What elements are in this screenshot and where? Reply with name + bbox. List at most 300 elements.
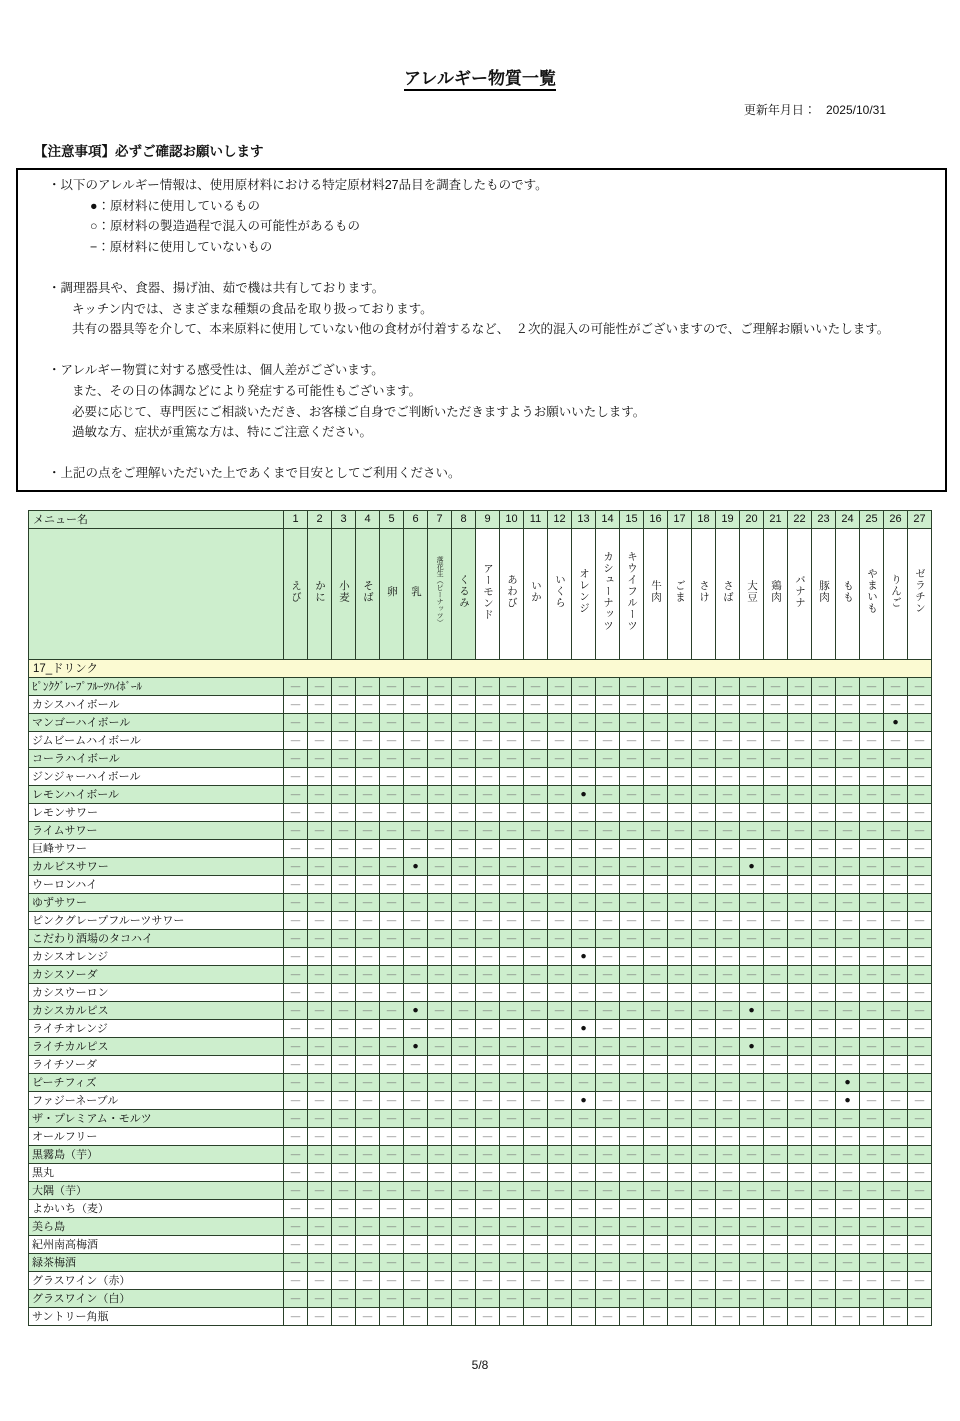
mark-not-used-cell: — (308, 893, 332, 911)
mark-not-used-cell: — (860, 1235, 884, 1253)
mark-not-used-cell: — (668, 839, 692, 857)
mark-not-used-cell: — (476, 1037, 500, 1055)
mark-not-used-cell: — (524, 713, 548, 731)
mark-not-used-cell: — (764, 1199, 788, 1217)
notice-line: ●：原材料に使用しているもの (90, 198, 261, 213)
mark-not-used-cell: — (884, 1001, 908, 1019)
mark-not-used-cell: — (404, 1199, 428, 1217)
mark-not-used-cell: — (308, 947, 332, 965)
mark-not-used-cell: — (356, 1289, 380, 1307)
mark-not-used-cell: — (548, 1271, 572, 1289)
mark-not-used-cell: — (308, 695, 332, 713)
mark-not-used-cell: — (884, 695, 908, 713)
mark-not-used-cell: — (668, 1271, 692, 1289)
allergen-number-header: 13 (572, 510, 596, 528)
mark-not-used-cell: — (836, 803, 860, 821)
mark-not-used-cell: — (308, 767, 332, 785)
mark-not-used-cell: — (476, 767, 500, 785)
mark-not-used-cell: — (620, 1145, 644, 1163)
notice-line: ・上記の点をご理解いただいた上であくまで目安としてご利用ください。 (48, 466, 461, 481)
mark-not-used-cell: — (884, 749, 908, 767)
mark-not-used-cell: — (692, 1145, 716, 1163)
mark-not-used-cell: — (332, 1127, 356, 1145)
table-row (29, 1091, 932, 1109)
menu-name-cell: 美ら島 (29, 1217, 284, 1235)
mark-not-used-cell: — (548, 1019, 572, 1037)
mark-not-used-cell: — (428, 803, 452, 821)
mark-not-used-cell: — (428, 1091, 452, 1109)
mark-not-used-cell: — (836, 677, 860, 695)
mark-not-used-cell: — (644, 1055, 668, 1073)
mark-not-used-cell: — (380, 893, 404, 911)
mark-not-used-cell: — (284, 857, 308, 875)
mark-not-used-cell: — (452, 1091, 476, 1109)
mark-not-used-cell: — (740, 677, 764, 695)
mark-not-used-cell: — (668, 1001, 692, 1019)
mark-not-used-cell: — (548, 1055, 572, 1073)
mark-not-used-cell: — (428, 1073, 452, 1091)
mark-not-used-cell: — (644, 821, 668, 839)
allergen-name-header (308, 528, 332, 659)
allergen-name-vertical: 乳 (410, 586, 422, 598)
mark-not-used-cell: — (596, 929, 620, 947)
mark-not-used-cell: — (860, 911, 884, 929)
mark-not-used-cell: — (380, 929, 404, 947)
mark-not-used-cell: — (860, 1091, 884, 1109)
mark-not-used-cell: — (524, 983, 548, 1001)
allergen-name-vertical: バナナ (794, 574, 806, 609)
mark-not-used-cell: — (500, 785, 524, 803)
notice-line: ・アレルギー物質に対する感受性は、個人差がございます。 (48, 363, 384, 378)
menu-name-cell: グラスワイン（白） (29, 1289, 284, 1307)
mark-not-used-cell: — (428, 965, 452, 983)
mark-not-used-cell: — (620, 947, 644, 965)
allergen-name-vertical: アーモンド (482, 562, 494, 621)
table-row (29, 1199, 932, 1217)
notice-line: ・以下のアレルギー情報は、使用原材料における特定原材料27品目を調査したものです。 (48, 178, 548, 192)
mark-not-used-cell: — (476, 875, 500, 893)
mark-used-cell: ● (572, 1091, 596, 1109)
mark-not-used-cell: — (764, 1055, 788, 1073)
mark-not-used-cell: — (572, 875, 596, 893)
mark-not-used-cell: — (644, 677, 668, 695)
mark-not-used-cell: — (692, 893, 716, 911)
mark-not-used-cell: — (356, 911, 380, 929)
mark-not-used-cell: — (452, 1271, 476, 1289)
mark-not-used-cell: — (860, 857, 884, 875)
mark-not-used-cell: — (764, 1127, 788, 1145)
mark-not-used-cell: — (476, 677, 500, 695)
mark-not-used-cell: — (788, 1253, 812, 1271)
mark-not-used-cell: — (308, 965, 332, 983)
table-row (29, 1145, 932, 1163)
mark-not-used-cell: — (524, 1181, 548, 1199)
mark-not-used-cell: — (476, 1073, 500, 1091)
mark-not-used-cell: — (740, 1199, 764, 1217)
mark-not-used-cell: — (620, 1253, 644, 1271)
mark-not-used-cell: — (356, 929, 380, 947)
mark-not-used-cell: — (620, 1073, 644, 1091)
mark-not-used-cell: — (356, 893, 380, 911)
mark-not-used-cell: — (716, 821, 740, 839)
mark-not-used-cell: — (428, 1217, 452, 1235)
menu-name-cell: レモンサワー (29, 803, 284, 821)
mark-not-used-cell: — (404, 1055, 428, 1073)
mark-not-used-cell: — (332, 767, 356, 785)
mark-not-used-cell: — (716, 695, 740, 713)
mark-not-used-cell: — (332, 929, 356, 947)
allergen-name-vertical: 豚肉 (818, 579, 830, 603)
menu-name-cell: サントリー角瓶 (29, 1307, 284, 1325)
mark-not-used-cell: — (428, 911, 452, 929)
mark-not-used-cell: — (788, 731, 812, 749)
mark-not-used-cell: — (740, 1145, 764, 1163)
mark-not-used-cell: — (332, 965, 356, 983)
allergen-name-header (284, 528, 308, 659)
mark-not-used-cell: — (572, 1307, 596, 1325)
mark-not-used-cell: — (692, 749, 716, 767)
mark-not-used-cell: — (668, 1073, 692, 1091)
mark-not-used-cell: — (332, 1289, 356, 1307)
mark-not-used-cell: — (284, 677, 308, 695)
table-row (29, 1037, 932, 1055)
mark-not-used-cell: — (572, 767, 596, 785)
mark-not-used-cell: — (500, 1109, 524, 1127)
mark-not-used-cell: — (500, 1217, 524, 1235)
mark-not-used-cell: — (596, 947, 620, 965)
mark-not-used-cell: — (284, 1163, 308, 1181)
mark-not-used-cell: — (620, 857, 644, 875)
mark-not-used-cell: — (812, 857, 836, 875)
mark-not-used-cell: — (860, 1181, 884, 1199)
mark-not-used-cell: — (668, 1199, 692, 1217)
mark-not-used-cell: — (812, 1127, 836, 1145)
notice-line: キッチン内では、さまざまな種類の食品を取り扱っております。 (72, 301, 433, 316)
mark-not-used-cell: — (356, 803, 380, 821)
mark-not-used-cell: — (884, 1163, 908, 1181)
mark-not-used-cell: — (548, 839, 572, 857)
mark-not-used-cell: — (740, 713, 764, 731)
mark-not-used-cell: — (548, 803, 572, 821)
mark-not-used-cell: — (452, 1145, 476, 1163)
table-row (29, 965, 932, 983)
mark-not-used-cell: — (764, 857, 788, 875)
mark-not-used-cell: — (716, 1307, 740, 1325)
mark-not-used-cell: — (548, 947, 572, 965)
mark-not-used-cell: — (668, 821, 692, 839)
mark-not-used-cell: — (692, 965, 716, 983)
mark-not-used-cell: — (572, 713, 596, 731)
allergen-name-header (908, 528, 932, 659)
mark-not-used-cell: — (596, 1199, 620, 1217)
mark-not-used-cell: — (500, 803, 524, 821)
menu-name-cell: 黒丸 (29, 1163, 284, 1181)
mark-not-used-cell: — (284, 1145, 308, 1163)
table-row (29, 1271, 932, 1289)
mark-not-used-cell: — (884, 803, 908, 821)
mark-not-used-cell: — (788, 965, 812, 983)
mark-not-used-cell: — (812, 947, 836, 965)
mark-not-used-cell: — (836, 1019, 860, 1037)
section-label: 17_ドリンク (29, 659, 932, 677)
mark-not-used-cell: — (812, 767, 836, 785)
page-number: 5/8 (471, 1357, 489, 1372)
mark-not-used-cell: — (548, 1145, 572, 1163)
mark-not-used-cell: — (764, 803, 788, 821)
mark-not-used-cell: — (332, 713, 356, 731)
mark-not-used-cell: — (572, 1073, 596, 1091)
mark-not-used-cell: — (908, 695, 932, 713)
mark-not-used-cell: — (452, 983, 476, 1001)
mark-not-used-cell: — (692, 713, 716, 731)
mark-not-used-cell: — (836, 695, 860, 713)
mark-not-used-cell: — (404, 803, 428, 821)
mark-not-used-cell: — (308, 1001, 332, 1019)
mark-not-used-cell: — (788, 1127, 812, 1145)
mark-not-used-cell: — (860, 767, 884, 785)
allergen-name-header (476, 528, 500, 659)
table-row (29, 731, 932, 749)
mark-not-used-cell: — (428, 1163, 452, 1181)
mark-not-used-cell: — (764, 1163, 788, 1181)
page-title: アレルギー物質一覧 (0, 64, 960, 89)
mark-not-used-cell: — (404, 1019, 428, 1037)
mark-not-used-cell: — (764, 1253, 788, 1271)
mark-not-used-cell: — (668, 767, 692, 785)
mark-not-used-cell: — (908, 1253, 932, 1271)
mark-not-used-cell: — (812, 1091, 836, 1109)
mark-not-used-cell: — (596, 1073, 620, 1091)
mark-not-used-cell: — (380, 1073, 404, 1091)
allergen-number-header: 25 (860, 510, 884, 528)
mark-not-used-cell: — (692, 1289, 716, 1307)
mark-not-used-cell: — (428, 1307, 452, 1325)
mark-not-used-cell: — (788, 713, 812, 731)
mark-not-used-cell: — (836, 1253, 860, 1271)
mark-not-used-cell: — (740, 1091, 764, 1109)
mark-not-used-cell: — (404, 749, 428, 767)
mark-not-used-cell: — (908, 911, 932, 929)
mark-not-used-cell: — (908, 677, 932, 695)
mark-not-used-cell: — (884, 875, 908, 893)
mark-not-used-cell: — (764, 965, 788, 983)
mark-not-used-cell: — (428, 1199, 452, 1217)
mark-not-used-cell: — (716, 929, 740, 947)
mark-not-used-cell: — (860, 983, 884, 1001)
mark-not-used-cell: — (524, 1019, 548, 1037)
menu-name-cell: カシスウーロン (29, 983, 284, 1001)
mark-not-used-cell: — (356, 1145, 380, 1163)
mark-not-used-cell: — (812, 1037, 836, 1055)
mark-not-used-cell: — (308, 1163, 332, 1181)
mark-not-used-cell: — (668, 1091, 692, 1109)
mark-not-used-cell: — (452, 1127, 476, 1145)
mark-not-used-cell: — (740, 875, 764, 893)
mark-not-used-cell: — (332, 857, 356, 875)
allergen-number-header: 18 (692, 510, 716, 528)
mark-not-used-cell: — (380, 875, 404, 893)
header-name-row (29, 528, 932, 659)
mark-not-used-cell: — (524, 695, 548, 713)
mark-not-used-cell: — (668, 1253, 692, 1271)
mark-not-used-cell: — (404, 1271, 428, 1289)
mark-not-used-cell: — (308, 1271, 332, 1289)
mark-not-used-cell: — (860, 1163, 884, 1181)
mark-not-used-cell: — (404, 1307, 428, 1325)
allergen-name-vertical: カシューナッツ (602, 551, 614, 632)
allergen-name-vertical: ごま (674, 579, 686, 603)
allergen-name-header (500, 528, 524, 659)
mark-not-used-cell: — (860, 1289, 884, 1307)
mark-not-used-cell: — (428, 1271, 452, 1289)
mark-not-used-cell: — (476, 1289, 500, 1307)
mark-not-used-cell: — (500, 839, 524, 857)
mark-not-used-cell: — (908, 1109, 932, 1127)
mark-not-used-cell: — (764, 983, 788, 1001)
mark-not-used-cell: — (908, 1145, 932, 1163)
notice-line (48, 443, 937, 464)
mark-not-used-cell: — (812, 1109, 836, 1127)
allergen-name-vertical: キウイフルーツ (626, 551, 638, 632)
mark-not-used-cell: — (884, 839, 908, 857)
mark-not-used-cell: — (572, 803, 596, 821)
mark-not-used-cell: — (404, 983, 428, 1001)
table-row (29, 1055, 932, 1073)
mark-not-used-cell: — (476, 785, 500, 803)
mark-not-used-cell: — (452, 821, 476, 839)
mark-not-used-cell: — (548, 695, 572, 713)
mark-not-used-cell: — (596, 749, 620, 767)
mark-not-used-cell: — (596, 1307, 620, 1325)
mark-not-used-cell: — (812, 803, 836, 821)
allergen-name-header (356, 528, 380, 659)
mark-not-used-cell: — (716, 1271, 740, 1289)
mark-not-used-cell: — (692, 1109, 716, 1127)
mark-not-used-cell: — (692, 821, 716, 839)
mark-not-used-cell: — (668, 893, 692, 911)
update-date-value: 2025/10/31 (825, 103, 886, 117)
mark-not-used-cell: — (572, 893, 596, 911)
mark-not-used-cell: — (644, 911, 668, 929)
mark-not-used-cell: — (476, 1163, 500, 1181)
mark-not-used-cell: — (548, 1253, 572, 1271)
allergen-name-vertical: そば (362, 579, 374, 603)
mark-not-used-cell: — (548, 1217, 572, 1235)
mark-not-used-cell: — (548, 1307, 572, 1325)
table-row (29, 1307, 932, 1325)
mark-not-used-cell: — (788, 695, 812, 713)
mark-not-used-cell: — (452, 767, 476, 785)
mark-not-used-cell: — (764, 1307, 788, 1325)
mark-not-used-cell: — (884, 1235, 908, 1253)
mark-not-used-cell: — (284, 893, 308, 911)
mark-not-used-cell: — (380, 1145, 404, 1163)
mark-not-used-cell: — (476, 1181, 500, 1199)
mark-not-used-cell: — (356, 731, 380, 749)
mark-not-used-cell: — (884, 731, 908, 749)
mark-not-used-cell: — (860, 1019, 884, 1037)
mark-not-used-cell: — (596, 1127, 620, 1145)
mark-not-used-cell: — (740, 785, 764, 803)
table-body (29, 659, 932, 1325)
mark-not-used-cell: — (620, 965, 644, 983)
mark-not-used-cell: — (788, 785, 812, 803)
mark-not-used-cell: — (644, 731, 668, 749)
mark-not-used-cell: — (452, 839, 476, 857)
mark-not-used-cell: — (428, 875, 452, 893)
notice-heading: 【注意事項】必ずご確認お願いします (34, 144, 264, 159)
mark-not-used-cell: — (380, 1019, 404, 1037)
mark-not-used-cell: — (404, 1253, 428, 1271)
mark-not-used-cell: — (692, 947, 716, 965)
allergen-number-header: 6 (404, 510, 428, 528)
mark-not-used-cell: — (284, 1055, 308, 1073)
mark-not-used-cell: — (884, 983, 908, 1001)
mark-not-used-cell: — (332, 1055, 356, 1073)
mark-not-used-cell: — (668, 1307, 692, 1325)
mark-not-used-cell: — (356, 1127, 380, 1145)
mark-not-used-cell: — (284, 767, 308, 785)
mark-not-used-cell: — (572, 1271, 596, 1289)
mark-not-used-cell: — (452, 965, 476, 983)
mark-not-used-cell: — (476, 893, 500, 911)
mark-not-used-cell: — (476, 1199, 500, 1217)
mark-not-used-cell: — (452, 1001, 476, 1019)
allergen-number-header: 11 (524, 510, 548, 528)
mark-not-used-cell: — (668, 857, 692, 875)
mark-not-used-cell: — (620, 695, 644, 713)
allergen-name-vertical: えび (290, 579, 302, 603)
mark-not-used-cell: — (572, 677, 596, 695)
mark-not-used-cell: — (812, 893, 836, 911)
mark-not-used-cell: — (908, 1055, 932, 1073)
mark-not-used-cell: — (860, 785, 884, 803)
mark-not-used-cell: — (716, 731, 740, 749)
mark-not-used-cell: — (836, 929, 860, 947)
mark-not-used-cell: — (524, 857, 548, 875)
mark-not-used-cell: — (404, 893, 428, 911)
menu-name-blank-cell (29, 528, 284, 659)
mark-not-used-cell: — (836, 1181, 860, 1199)
mark-not-used-cell: — (692, 803, 716, 821)
mark-not-used-cell: — (428, 857, 452, 875)
mark-not-used-cell: — (476, 1253, 500, 1271)
mark-not-used-cell: — (740, 1055, 764, 1073)
mark-not-used-cell: — (284, 839, 308, 857)
mark-not-used-cell: — (572, 1109, 596, 1127)
mark-not-used-cell: — (356, 767, 380, 785)
mark-not-used-cell: — (404, 929, 428, 947)
mark-not-used-cell: — (284, 1001, 308, 1019)
mark-not-used-cell: — (668, 929, 692, 947)
mark-not-used-cell: — (620, 1055, 644, 1073)
mark-not-used-cell: — (476, 1127, 500, 1145)
mark-not-used-cell: — (356, 1091, 380, 1109)
mark-not-used-cell: — (908, 749, 932, 767)
mark-not-used-cell: — (332, 677, 356, 695)
mark-not-used-cell: — (356, 1181, 380, 1199)
mark-not-used-cell: — (740, 1217, 764, 1235)
mark-not-used-cell: — (284, 1073, 308, 1091)
mark-not-used-cell: — (332, 893, 356, 911)
mark-not-used-cell: — (692, 983, 716, 1001)
mark-not-used-cell: — (596, 857, 620, 875)
mark-not-used-cell: — (644, 713, 668, 731)
mark-not-used-cell: — (404, 713, 428, 731)
mark-not-used-cell: — (884, 1217, 908, 1235)
header-number-row (29, 510, 932, 528)
mark-not-used-cell: — (740, 1289, 764, 1307)
